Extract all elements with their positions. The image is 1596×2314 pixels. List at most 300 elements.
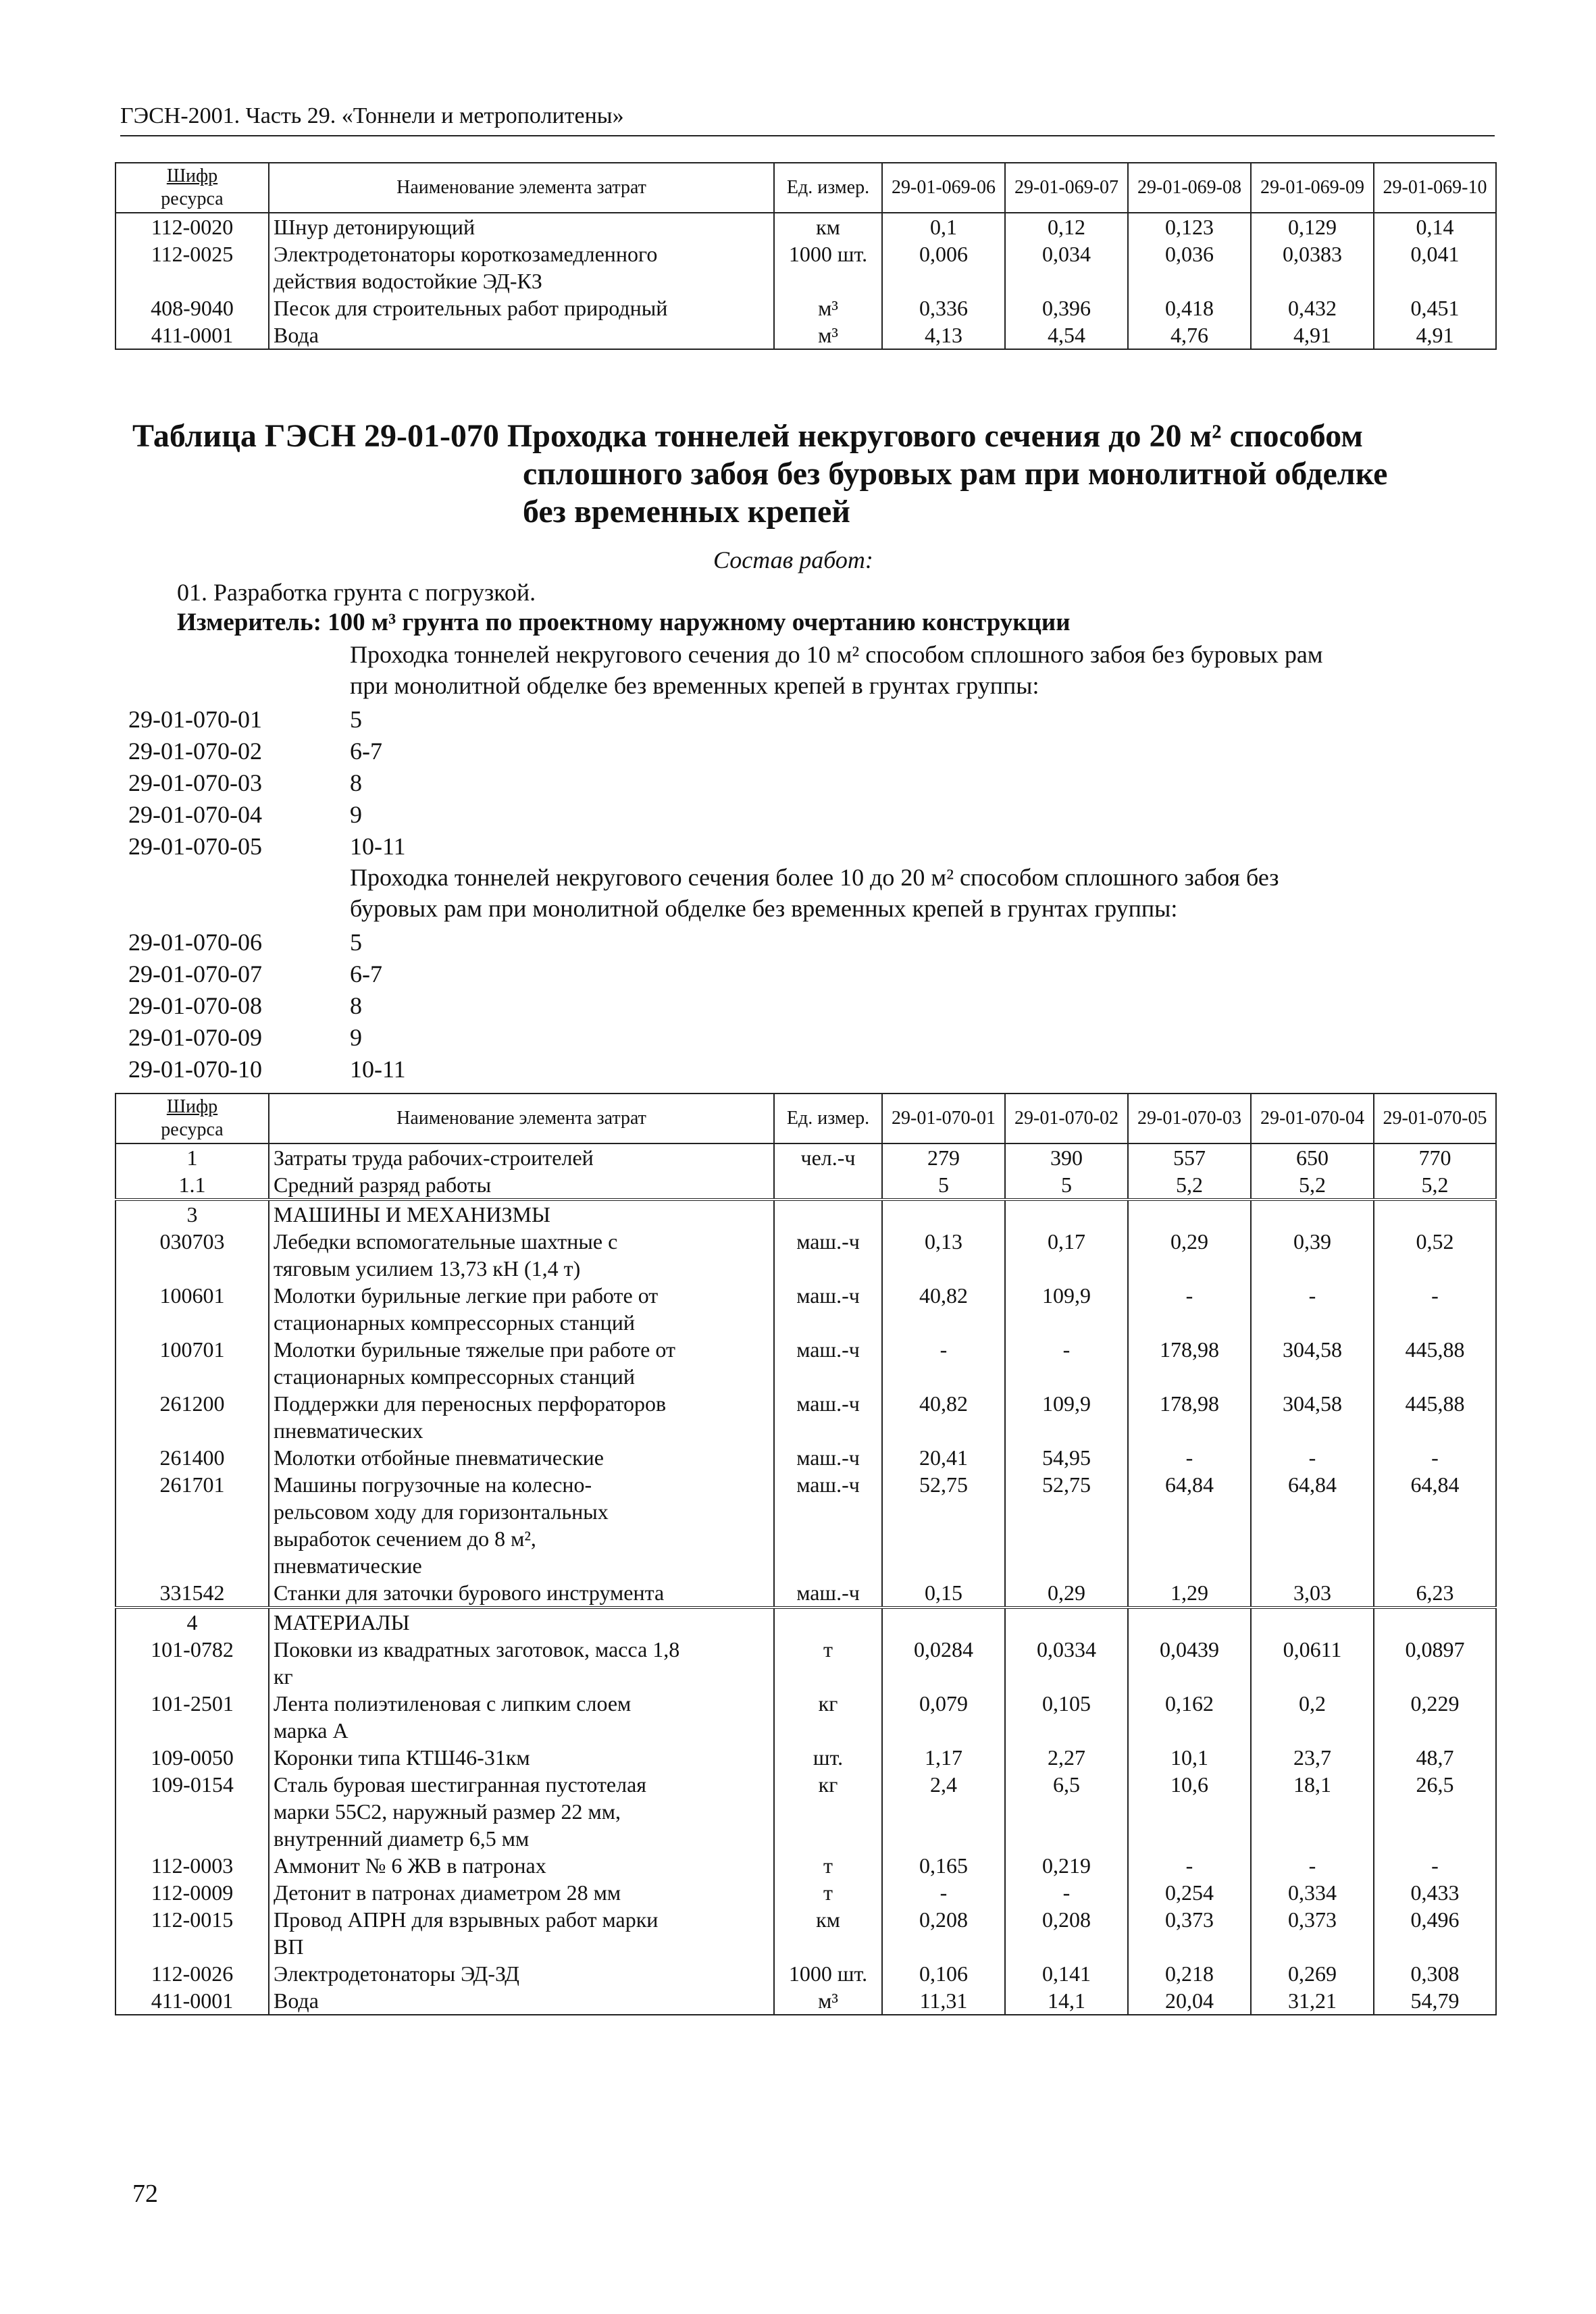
value-cell: 11,31 [882,1987,1005,2015]
item-name-line: Коронки типа КТШ46-31км [274,1745,530,1770]
table-row [115,1879,1496,1906]
hdr-resource: ресурса [161,188,224,209]
column-header: Ед. измер. [774,163,882,213]
item-name [269,1987,774,2015]
table-row [115,1471,1496,1579]
resource-code: 109-0154 [115,1771,269,1852]
value-cell: 0,308 [1374,1960,1496,1987]
value-cell: 109,9 [1005,1390,1128,1444]
value-cell: 109,9 [1005,1282,1128,1336]
item-name-line: Поковки из квадратных заготовок, масса 1,8 [274,1637,680,1662]
value-cell: 3,03 [1251,1579,1374,1608]
value-cell: 5,2 [1374,1171,1496,1200]
unit: маш.-ч [774,1390,882,1444]
value-cell: 0,2 [1251,1690,1374,1744]
value-cell: 0,334 [1251,1879,1374,1906]
section-code: 3 [115,1200,269,1228]
section-code: 4 [115,1608,269,1636]
value-cell: 0,141 [1005,1960,1128,1987]
description-line: при монолитной обделке без временных крепей в грунтах группы: [350,672,1039,699]
soil-group: 9 [350,801,362,828]
value-cell: 0,165 [882,1852,1005,1879]
column-header: Ед. измер. [774,1094,882,1143]
soil-group: 6-7 [350,738,382,765]
column-header: 29-01-069-06 [882,163,1005,213]
resource-table-070 [115,1093,1497,2015]
title-line: Таблица ГЭСН 29-01-070 Проходка тоннелей некругового сечения до 20 м² способом [132,418,1363,454]
running-header: ГЭСН-2001. Часть 29. «Тоннели и метрополитены» [120,101,1495,136]
resource-code: 411-0001 [115,1987,269,2015]
item-name [269,1690,774,1744]
value-cell: - [1128,1282,1251,1336]
resource-code: 030703 [115,1228,269,1282]
value-cell: 31,21 [1251,1987,1374,2015]
empty-cell [1374,1608,1496,1636]
column-header: Наименование элемента затрат [269,163,774,213]
code-row [128,767,406,799]
value-cell: 1,17 [882,1744,1005,1771]
item-name [269,1906,774,1960]
value-cell: 0,336 [882,294,1005,322]
soil-group: 8 [350,992,362,1019]
table-row [115,1444,1496,1471]
section-title: МАШИНЫ И МЕХАНИЗМЫ [269,1200,774,1228]
soil-group: 5 [350,706,362,733]
value-cell: 0,1 [882,213,1005,240]
column-header: 29-01-069-10 [1374,163,1496,213]
section-title: МАТЕРИАЛЫ [269,1608,774,1636]
value-cell: 20,04 [1128,1987,1251,2015]
value-cell: 0,106 [882,1960,1005,1987]
resource-code: 261701 [115,1471,269,1579]
value-cell: - [1374,1282,1496,1336]
resource-code: 109-0050 [115,1744,269,1771]
item-name [269,1579,774,1608]
code-row [128,831,406,863]
hdr-resource: ресурса [161,1119,224,1140]
description-block [350,862,1498,924]
unit: км [774,213,882,240]
description-line: Проходка тоннелей некругового сечения до 10 м² способом сплошного забоя без буровых рам [350,641,1323,668]
value-cell: - [1005,1879,1128,1906]
value-cell: 4,13 [882,322,1005,349]
norm-code: 29-01-070-04 [128,801,262,828]
item-name [269,294,774,322]
code-row [128,927,406,958]
item-name [269,1744,774,1771]
column-header: 29-01-070-02 [1005,1094,1128,1143]
code-row [128,958,406,990]
resource-code: 112-0009 [115,1879,269,1906]
value-cell: 4,91 [1251,322,1374,349]
item-name [269,1390,774,1444]
code-row [128,704,406,736]
column-header: 29-01-070-03 [1128,1094,1251,1143]
value-cell: 48,7 [1374,1744,1496,1771]
code-row [128,990,406,1022]
code-list [128,927,406,1085]
unit: м³ [774,322,882,349]
item-name-line: ВП [274,1934,304,1959]
title-line: сплошного забоя без буровых рам при монолитной обделке [523,456,1388,492]
column-header: 29-01-069-07 [1005,163,1128,213]
item-name-line: действия водостойкие ЭД-КЗ [274,269,542,293]
value-cell: 390 [1005,1143,1128,1171]
unit: т [774,1852,882,1879]
value-cell: 0,451 [1374,294,1496,322]
value-cell: 557 [1128,1143,1251,1171]
value-cell: 650 [1251,1143,1374,1171]
resource-code: 100701 [115,1336,269,1390]
item-name-line: пневматических [274,1418,423,1443]
value-cell: 0,208 [1005,1906,1128,1960]
value-cell: 279 [882,1143,1005,1171]
resource-code: 261200 [115,1390,269,1444]
item-name-line: Поддержки для переносных перфораторов [274,1391,667,1416]
resource-code: 112-0015 [115,1906,269,1960]
table-row [115,1771,1496,1852]
value-cell: 40,82 [882,1390,1005,1444]
work-item: 01. Разработка грунта с погрузкой. [177,579,536,606]
empty-cell [882,1608,1005,1636]
value-cell: 0,14 [1374,213,1496,240]
resource-code: 411-0001 [115,322,269,349]
item-name-line: внутренний диаметр 6,5 мм [274,1826,530,1851]
table-title [132,417,1503,531]
value-cell: 54,95 [1005,1444,1128,1471]
value-cell: - [1251,1444,1374,1471]
value-cell: - [1374,1444,1496,1471]
composition-label: Состав работ: [713,546,873,573]
table-row [115,1636,1496,1690]
value-cell: 445,88 [1374,1390,1496,1444]
empty-cell [774,1200,882,1228]
description-line: буровых рам при монолитной обделке без временных крепей в грунтах группы: [350,895,1178,922]
value-cell: 0,432 [1251,294,1374,322]
value-cell: 0,229 [1374,1690,1496,1744]
value-cell: - [1251,1282,1374,1336]
item-name: Средний разряд работы [269,1171,774,1200]
item-name [269,1282,774,1336]
item-name-line: Электродетонаторы короткозамедленного [274,242,658,266]
title-line: без временных крепей [523,494,850,530]
item-name [269,1636,774,1690]
resource-code: 261400 [115,1444,269,1471]
norm-code: 29-01-070-09 [128,1024,262,1051]
item-name [269,1852,774,1879]
value-cell: 20,41 [882,1444,1005,1471]
column-header: Шифр ресурса [115,1094,269,1143]
value-cell: 0,0383 [1251,240,1374,294]
table-row [115,240,1496,294]
item-name-line: тяговым усилием 13,73 кН (1,4 т) [274,1256,581,1281]
value-cell: 40,82 [882,1282,1005,1336]
value-cell: 0,0897 [1374,1636,1496,1690]
value-cell: 52,75 [1005,1471,1128,1579]
item-name-line: стационарных компрессорных станций [274,1364,635,1389]
table-row [115,1228,1496,1282]
soil-group: 6-7 [350,960,382,987]
value-cell: 178,98 [1128,1336,1251,1390]
item-name [269,240,774,294]
value-cell: 0,396 [1005,294,1128,322]
value-cell: 2,4 [882,1771,1005,1852]
unit: маш.-ч [774,1282,882,1336]
value-cell: 0,39 [1251,1228,1374,1282]
code-row [128,1022,406,1054]
item-name-line: Молотки бурильные тяжелые при работе от [274,1337,675,1362]
resource-code: 1 [115,1143,269,1171]
item-name [269,1879,774,1906]
description-block [350,639,1498,701]
column-header: 29-01-069-09 [1251,163,1374,213]
value-cell: 0,129 [1251,213,1374,240]
empty-cell [1374,1200,1496,1228]
item-name-line: Вода [274,1988,319,2013]
section-row [115,1608,1496,1636]
value-cell: 4,76 [1128,322,1251,349]
unit: т [774,1879,882,1906]
table-row [115,1690,1496,1744]
item-name-line: Сталь буровая шестигранная пустотелая [274,1772,647,1797]
item-name: Затраты труда рабочих-строителей [269,1143,774,1171]
item-name-line: стационарных компрессорных станций [274,1310,635,1335]
resource-code: 112-0003 [115,1852,269,1879]
item-name-line: Молотки отбойные пневматические [274,1445,604,1470]
resource-code: 101-0782 [115,1636,269,1690]
value-cell: 0,373 [1128,1906,1251,1960]
item-name-line: Машины погрузочные на колесно- [274,1472,592,1497]
resource-code: 331542 [115,1579,269,1608]
item-name-line: рельсовом ходу для горизонтальных [274,1499,609,1524]
value-cell: 0,496 [1374,1906,1496,1960]
soil-group: 9 [350,1024,362,1051]
value-cell: 0,29 [1005,1579,1128,1608]
value-cell: 5 [882,1171,1005,1200]
item-name-line: Вода [274,323,319,347]
empty-cell [1128,1608,1251,1636]
value-cell: 0,52 [1374,1228,1496,1282]
table-row [115,1960,1496,1987]
item-name [269,213,774,240]
value-cell: 0,006 [882,240,1005,294]
section-row [115,1200,1496,1228]
table-row [115,1336,1496,1390]
empty-cell [1005,1608,1128,1636]
value-cell: 18,1 [1251,1771,1374,1852]
unit: маш.-ч [774,1228,882,1282]
item-name-line: выработок сечением до 8 м², [274,1526,536,1551]
column-header: Наименование элемента затрат [269,1094,774,1143]
unit: м³ [774,294,882,322]
column-header: 29-01-070-04 [1251,1094,1374,1143]
value-cell: - [1128,1444,1251,1471]
column-header: 29-01-070-01 [882,1094,1005,1143]
value-cell: 0,0334 [1005,1636,1128,1690]
unit [774,1171,882,1200]
table-body [115,1143,1496,2015]
table-body [115,213,1496,349]
value-cell: 26,5 [1374,1771,1496,1852]
value-cell: 0,29 [1128,1228,1251,1282]
norm-code: 29-01-070-03 [128,769,262,796]
norm-code: 29-01-070-01 [128,706,262,733]
empty-cell [774,1608,882,1636]
empty-cell [1128,1200,1251,1228]
resource-code: 112-0025 [115,240,269,294]
norm-code: 29-01-070-08 [128,992,262,1019]
value-cell: 1,29 [1128,1579,1251,1608]
unit: 1000 шт. [774,240,882,294]
code-list [128,704,406,863]
empty-cell [882,1200,1005,1228]
value-cell: 0,373 [1251,1906,1374,1960]
value-cell: 0,0611 [1251,1636,1374,1690]
value-cell: 5,2 [1128,1171,1251,1200]
item-name-line: Лебедки вспомогательные шахтные с [274,1229,618,1254]
column-header: Шифр ресурса [115,163,269,213]
empty-cell [1251,1200,1374,1228]
table-row [115,1579,1496,1608]
unit: маш.-ч [774,1579,882,1608]
column-header: 29-01-070-05 [1374,1094,1496,1143]
value-cell: 0,079 [882,1690,1005,1744]
value-cell: 304,58 [1251,1390,1374,1444]
item-name-line: Детонит в патронах диаметром 28 мм [274,1880,621,1905]
code-row [128,1054,406,1085]
table-row [115,213,1496,240]
value-cell: 5,2 [1251,1171,1374,1200]
unit: шт. [774,1744,882,1771]
soil-group: 10-11 [350,833,406,860]
table-row [115,322,1496,349]
item-name-line: Станки для заточки бурового инструмента [274,1580,665,1605]
value-cell: 54,79 [1374,1987,1496,2015]
value-cell: 14,1 [1005,1987,1128,2015]
unit: 1000 шт. [774,1960,882,1987]
item-name-line: марки 55С2, наружный размер 22 мм, [274,1799,621,1824]
unit: маш.-ч [774,1444,882,1471]
value-cell: 52,75 [882,1471,1005,1579]
table-header-row [115,1094,1496,1143]
resource-code: 101-2501 [115,1690,269,1744]
meter-line: Измеритель: 100 м³ грунта по проектному наружному очертанию конструкции [177,609,1071,636]
value-cell: 64,84 [1251,1471,1374,1579]
empty-cell [1251,1608,1374,1636]
value-cell: 178,98 [1128,1390,1251,1444]
item-name [269,1960,774,1987]
value-cell: 0,15 [882,1579,1005,1608]
item-name-line: марка А [274,1718,349,1743]
code-row [128,799,406,831]
soil-group: 10-11 [350,1056,406,1083]
value-cell: 23,7 [1251,1744,1374,1771]
table-row [115,294,1496,322]
value-cell: 64,84 [1374,1471,1496,1579]
value-cell: 770 [1374,1143,1496,1171]
value-cell: 0,13 [882,1228,1005,1282]
unit: маш.-ч [774,1471,882,1579]
resource-code: 112-0020 [115,213,269,240]
value-cell: 0,17 [1005,1228,1128,1282]
table-row [115,1171,1496,1200]
unit: м³ [774,1987,882,2015]
unit: чел.-ч [774,1143,882,1171]
item-name-line: кг [274,1664,293,1689]
table-header-row [115,163,1496,213]
value-cell: 64,84 [1128,1471,1251,1579]
item-name-line: Песок для строительных работ природный [274,296,668,320]
value-cell: 6,5 [1005,1771,1128,1852]
norm-code: 29-01-070-05 [128,833,262,860]
value-cell: 304,58 [1251,1336,1374,1390]
table-row [115,1906,1496,1960]
item-name-line: Молотки бурильные легкие при работе от [274,1283,659,1308]
value-cell: 0,433 [1374,1879,1496,1906]
table-row [115,1282,1496,1336]
item-name [269,1444,774,1471]
resource-code: 408-9040 [115,294,269,322]
table-row [115,1390,1496,1444]
value-cell: - [882,1879,1005,1906]
value-cell: 445,88 [1374,1336,1496,1390]
soil-group: 8 [350,769,362,796]
table-row [115,1987,1496,2015]
value-cell: 0,0439 [1128,1636,1251,1690]
item-name [269,322,774,349]
unit: маш.-ч [774,1336,882,1390]
table-row [115,1852,1496,1879]
soil-group: 5 [350,929,362,956]
value-cell: - [1374,1852,1496,1879]
value-cell: - [1005,1336,1128,1390]
resource-code: 112-0026 [115,1960,269,1987]
value-cell: 0,0284 [882,1636,1005,1690]
empty-cell [1005,1200,1128,1228]
resource-table-069 [115,162,1497,350]
unit: кг [774,1690,882,1744]
norm-code: 29-01-070-07 [128,960,262,987]
table-row [115,1744,1496,1771]
item-name-line: пневматические [274,1553,422,1578]
value-cell: 0,254 [1128,1879,1251,1906]
item-name [269,1471,774,1579]
value-cell: 0,218 [1128,1960,1251,1987]
item-name [269,1771,774,1852]
value-cell: 0,105 [1005,1690,1128,1744]
value-cell: 10,1 [1128,1744,1251,1771]
value-cell: 4,54 [1005,322,1128,349]
value-cell: 0,269 [1251,1960,1374,1987]
value-cell: 10,6 [1128,1771,1251,1852]
norm-code: 29-01-070-02 [128,738,262,765]
unit: кг [774,1771,882,1852]
value-cell: 6,23 [1374,1579,1496,1608]
value-cell: 0,123 [1128,213,1251,240]
page-number: 72 [132,2180,158,2208]
value-cell: 0,162 [1128,1690,1251,1744]
value-cell: 0,418 [1128,294,1251,322]
item-name [269,1228,774,1282]
resource-code: 1.1 [115,1171,269,1200]
table-row [115,1143,1496,1171]
norm-code: 29-01-070-06 [128,929,262,956]
code-row [128,736,406,767]
description-line: Проходка тоннелей некругового сечения более 10 до 20 м² способом сплошного забоя без [350,864,1279,891]
item-name [269,1336,774,1390]
resource-code: 100601 [115,1282,269,1336]
value-cell: 0,12 [1005,213,1128,240]
